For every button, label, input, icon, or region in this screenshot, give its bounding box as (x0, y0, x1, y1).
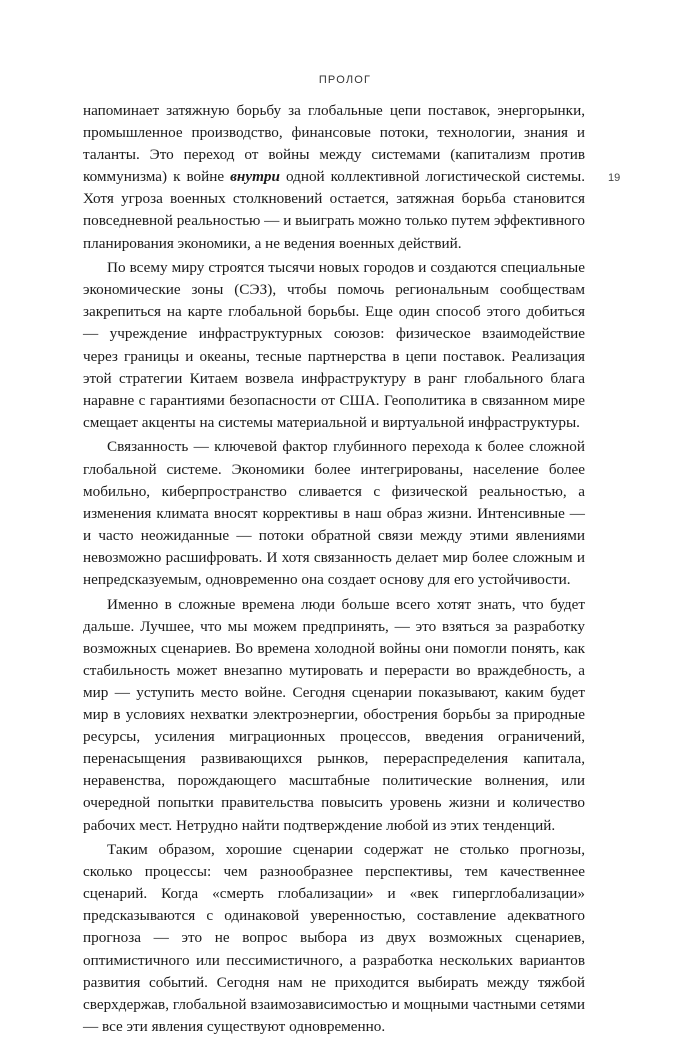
paragraph-1-start: напоминает затяжную борьбу за глобальные цепи поставок, энергорынки, промышленное производство, финансовые потоки, технологии, знания и таланты. Это переход от войны между системами (капитализм против коммунизма) к войне (83, 102, 585, 186)
page-number: 19 (608, 172, 621, 184)
paragraph-5: Таким образом, хорошие сценарии содержат не столько прогнозы, сколько процессы: чем разнообразнее перспективы, тем качественнее сценарий. Когда «смерть глобализации» и «век гиперглобализации» предсказываются с одинаковой уверенностью, составление адекватного прогноза — это не вопрос выбора из двух возможных сценариев, оптимистичного или пессимистичного, а разработка нескольких вариантов развития событий. Сегодня нам не приходится выбирать между тяжбой сверхдержав, глобальной взаимозависимостью и мощными частными сетями — все эти явления существуют одновременно. (83, 841, 585, 1035)
body-text (83, 100, 585, 1038)
paragraph-4: Именно в сложные времена люди больше всего хотят знать, что будет дальше. Лучшее, что мы можем предпринять, — это взяться за разработку возможных сценариев. Во времена холодной войны они помогли понять, как стабильность может внезапно мутировать и перерасти во враждебность, а мир — уступить место войне. Сегодня сценарии показывают, каким будет мир в условиях нехватки электроэнергии, обострения борьбы за природные ресурсы, усиления миграционных процессов, введения ограничений, перенасыщения развивающихся рынков, перераспределения капитала, неравенства, порождающего масштабные политические волнения, или очередной попытки правительства повысить уровень жизни и количество рабочих мест. Нетрудно найти подтверждение любой из этих тенденций. (83, 595, 585, 834)
paragraph-3: Связанность — ключевой фактор глубинного перехода к более сложной глобальной системе. Экономики более интегрированы, население более мобильно, киберпространство сливается с физической реальностью, а изменения климата вносят коррективы в наш образ жизни. Интенсивные — и часто неожиданные — потоки обратной связи между этими явлениями невозможно расшифровать. И хотя связанность делает мир более сложным и непредсказуемым, одновременно она создает основу для его устойчивости. (83, 438, 585, 588)
paragraph-1-end: одной коллективной логистической системы. Хотя угроза военных столкновений остается, затяжная борьба становится повседневной реальностью — и выиграть можно только путем эффективного планирования экономики, а не ведения военных действий. (83, 168, 586, 252)
paragraph-2: По всему миру строятся тысячи новых городов и создаются специальные экономические зоны (СЭЗ), чтобы помочь региональным сообществам закрепиться на карте глобальной борьбы. Еще один способ этого добиться — учреждение инфраструктурных союзов: физическое взаимодействие через границы и океаны, тесные партнерства в цепи поставок. Реализация этой стратегии Китаем возвела инфраструктуру в ранг глобального блага наравне с гарантиями безопасности от США. Геополитика в связанном мире смещает акценты на системы материальной и виртуальной инфраструктуры. (83, 259, 585, 431)
paragraph-1 (83, 100, 585, 255)
running-title: ПРОЛОГ (318, 74, 372, 86)
emphasis-word: внутри (230, 168, 280, 186)
